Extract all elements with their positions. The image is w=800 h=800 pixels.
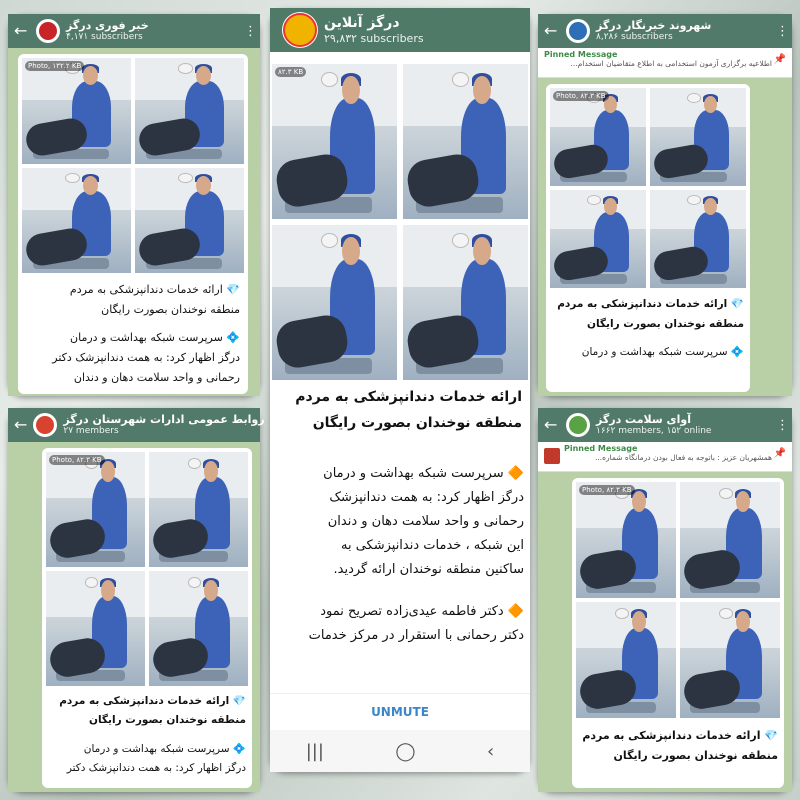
chat-header (538, 14, 792, 48)
message-text (578, 726, 778, 766)
pinned-message-bar[interactable] (538, 442, 792, 472)
pinned-title: Pinned Message (564, 444, 638, 453)
pinned-text: اطلاعیه برگزاری آزمون استخدامی به اطلاع متقاضیان استخدام... (570, 59, 772, 68)
photo-size-badge: Photo, ۱۳۲.۲ KB (25, 61, 84, 71)
home-icon[interactable]: ◯ (395, 740, 416, 762)
photo-grid[interactable] (550, 88, 746, 288)
photo-size-badge: ۸۲.۳ KB (275, 67, 306, 77)
channel-avatar[interactable] (282, 12, 318, 48)
channel-title: روابط عمومی ادارات شهرستان درگز (63, 413, 265, 426)
message-body (276, 462, 524, 692)
message-text (48, 692, 246, 778)
chat-header (8, 408, 278, 442)
chat-header (8, 14, 260, 48)
photo-dentist-2[interactable] (650, 88, 746, 186)
channel-title: شهروند خبرنگار درگز (596, 19, 712, 32)
photo-grid[interactable] (272, 64, 528, 380)
more-vertical-icon[interactable]: ⋮ (244, 23, 257, 39)
body-line: درگز اظهار کرد: به همت دندانپزشک دکتر (66, 762, 246, 774)
message-bubble[interactable] (18, 54, 248, 394)
body-line: درگز اظهار کرد: به همت دندانپزشک دکتر (52, 351, 240, 364)
heading-line: ارائه خدمات دندانپزشکی به مردم (295, 389, 522, 405)
photo-size-badge: Photo, ۸۲.۳ KB (579, 485, 635, 495)
caption-line: منطقه نوخندان بصورت رایگان (587, 318, 744, 330)
message-text (26, 280, 240, 388)
caption-line: 💎 ارائه خدمات دندانپزشکی به مردم (582, 729, 778, 742)
subscriber-count: ۲۷ members (63, 426, 119, 436)
back-arrow-icon[interactable]: ← (544, 415, 558, 434)
channel-avatar[interactable] (566, 19, 590, 43)
back-arrow-icon[interactable]: ← (14, 415, 28, 434)
body-line: رحمانی و واحد سلامت دهان و دندان (73, 371, 240, 384)
pin-icon[interactable]: 📌 (773, 448, 786, 459)
photo-dentist-4[interactable] (149, 571, 248, 686)
channel-avatar[interactable] (36, 19, 60, 43)
telegram-screen-avaye-salamat (538, 408, 792, 792)
message-bubble[interactable] (546, 84, 750, 392)
telegram-screen-dargaz-online (270, 8, 530, 772)
photo-dentist-1[interactable] (272, 64, 397, 219)
caption-line: منطقه نوخندان بصورت رایگان (89, 714, 246, 726)
photo-dentist-3[interactable] (576, 602, 676, 718)
pin-icon[interactable]: 📌 (773, 54, 786, 65)
caption-line: 💎 ارائه خدمات دندانپزشکی به مردم (69, 283, 240, 296)
more-vertical-icon[interactable]: ⋮ (776, 417, 789, 433)
pinned-text: همشهریان عزیز : باتوجه به فعال بودن درمانگاه شماره... (594, 453, 772, 462)
body-line: 💠 سرپرست شبکه بهداشت و درمان (581, 346, 744, 358)
android-nav-bar (270, 730, 530, 772)
subscriber-count: ۱۶۶۲ members, ۱۵۲ online (596, 426, 712, 436)
body-line: 🔶 دکتر فاطمه عیدی‌زاده تصریح نمود (320, 604, 524, 619)
heading-line: منطقه نوخندان بصورت رایگان (312, 415, 522, 431)
photo-grid[interactable] (576, 482, 780, 718)
more-vertical-icon[interactable]: ⋮ (776, 23, 789, 39)
photo-dentist-1[interactable] (576, 482, 676, 598)
telegram-screen-khabar-fori (8, 14, 260, 396)
pinned-thumbnail (544, 448, 560, 464)
telegram-screen-shahrvand-khabarnegar (538, 14, 792, 396)
message-bubble[interactable] (572, 478, 784, 788)
photo-size-badge: Photo, ۸۲.۳ KB (553, 91, 609, 101)
channel-avatar[interactable] (566, 413, 590, 437)
pinned-title: Pinned Message (544, 50, 618, 59)
chat-header (270, 8, 530, 52)
photo-dentist-2[interactable] (149, 452, 248, 567)
photo-dentist-3[interactable] (22, 168, 131, 274)
caption-line: منطقه نوخندان بصورت رایگان (101, 303, 240, 316)
photo-dentist-2[interactable] (680, 482, 780, 598)
body-line: 💠 سرپرست شبکه بهداشت و درمان (70, 331, 240, 344)
more-vertical-icon[interactable]: ⋮ (264, 417, 278, 433)
photo-dentist-2[interactable] (135, 58, 244, 164)
photo-dentist-4[interactable] (650, 190, 746, 288)
body-line: درگز اظهار کرد: به همت دندانپزشک (329, 490, 524, 505)
photo-size-badge: Photo, ۸۲.۳ KB (49, 455, 105, 465)
photo-dentist-4[interactable] (135, 168, 244, 274)
caption-line: منطقه نوخندان بصورت رایگان (613, 749, 778, 762)
body-line: ساکنین منطقه نوخندان ارائه گردید. (333, 562, 524, 577)
unmute-button[interactable]: UNMUTE (270, 693, 530, 730)
photo-dentist-1[interactable] (22, 58, 131, 164)
message-heading (278, 384, 522, 436)
body-line: رحمانی و واحد سلامت دهان و دندان (327, 514, 524, 529)
photo-dentist-3[interactable] (46, 571, 145, 686)
photo-grid[interactable] (22, 58, 244, 273)
pinned-message-bar[interactable] (538, 48, 792, 78)
caption-line: 💎 ارائه خدمات دندانپزشکی به مردم (59, 695, 246, 707)
channel-avatar[interactable] (33, 413, 57, 437)
chat-header (538, 408, 792, 442)
telegram-screen-ravabet-omomi (8, 408, 278, 792)
photo-dentist-4[interactable] (680, 602, 780, 718)
message-bubble[interactable] (42, 448, 252, 788)
subscriber-count: ۴,۱۷۱ subscribers (66, 32, 143, 42)
photo-dentist-3[interactable] (550, 190, 646, 288)
body-line: این شبکه ، خدمات دندانپزشکی به (340, 538, 524, 553)
back-icon[interactable]: ‹ (487, 740, 495, 762)
photo-dentist-2[interactable] (403, 64, 528, 219)
photo-dentist-4[interactable] (403, 225, 528, 380)
subscriber-count: ۲۹,۸۳۲ subscribers (324, 31, 424, 45)
photo-dentist-1[interactable] (550, 88, 646, 186)
body-line: 🔶 سرپرست شبکه بهداشت و درمان (323, 466, 524, 481)
channel-title: خبر فوری درگز (66, 19, 149, 32)
photo-dentist-1[interactable] (46, 452, 145, 567)
recent-apps-icon[interactable]: ||| (305, 740, 324, 762)
body-line: 💠 سرپرست شبکه بهداشت و درمان (83, 743, 246, 755)
back-arrow-icon[interactable]: ← (14, 21, 28, 40)
channel-title: درگز آنلاین (324, 14, 400, 31)
message-text (552, 294, 744, 362)
body-line: دکتر رحمانی با استقرار در مرکز خدمات (308, 628, 524, 643)
photo-dentist-3[interactable] (272, 225, 397, 380)
caption-line: 💎 ارائه خدمات دندانپزشکی به مردم (557, 298, 744, 310)
photo-grid[interactable] (46, 452, 248, 686)
back-arrow-icon[interactable]: ← (544, 21, 558, 40)
subscriber-count: ۸,۲۸۶ subscribers (596, 32, 673, 42)
channel-title: آوای سلامت درگز (596, 413, 691, 426)
